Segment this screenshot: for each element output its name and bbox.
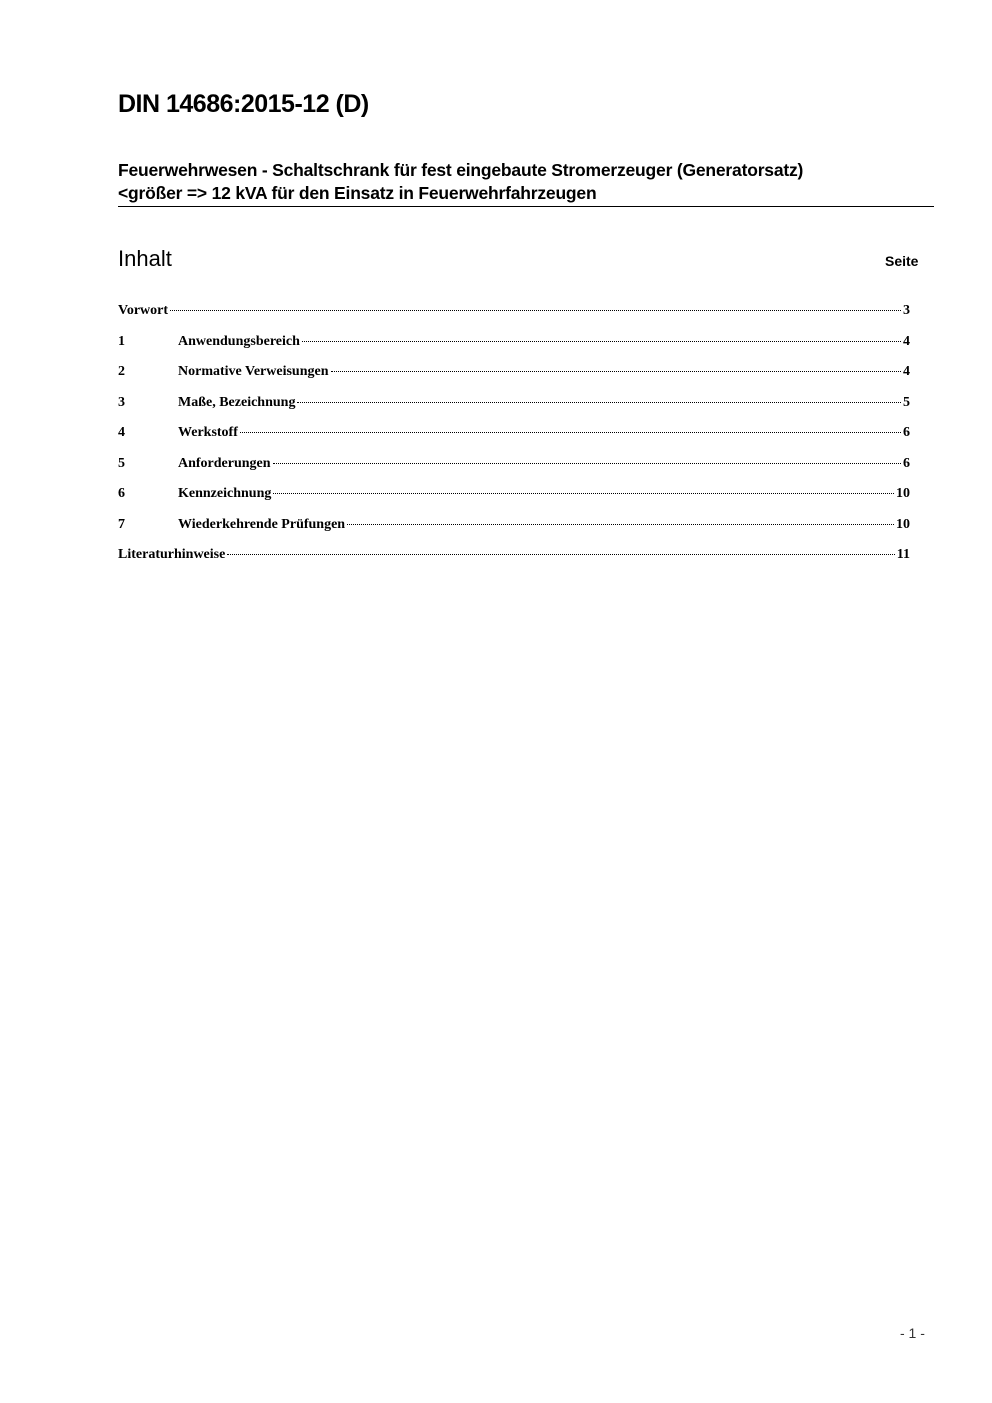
toc-entry-number: 7 xyxy=(118,516,125,532)
toc-entry-page: 11 xyxy=(896,547,910,562)
document-subtitle-line-2: <größer => 12 kVA für den Einsatz in Feuerwehrfahrzeugen xyxy=(118,183,597,203)
toc-entry-title: Werkstoff xyxy=(178,425,238,440)
toc-entry-page: 10 xyxy=(896,486,910,501)
document-subtitle-line-1: Feuerwehrwesen - Schaltschrank für fest eingebaute Stromerzeuger (Generatorsatz) xyxy=(118,160,804,180)
toc-entry[interactable] xyxy=(118,425,910,445)
toc-entry-title: Anwendungsbereich xyxy=(178,333,300,349)
toc-entry[interactable] xyxy=(118,456,910,476)
toc-entry[interactable] xyxy=(118,395,910,415)
toc-leader-dots xyxy=(227,554,894,555)
toc-entry[interactable] xyxy=(118,547,910,567)
toc-entry-page: 5 xyxy=(903,394,910,410)
toc-entry-title: Maße, Bezeichnung xyxy=(178,394,296,410)
toc-leader-dots xyxy=(240,432,901,433)
toc-entry-page: 4 xyxy=(903,333,910,349)
toc-entry-number: 5 xyxy=(118,455,125,471)
toc-leader-dots xyxy=(170,310,901,311)
toc-leader-dots xyxy=(297,402,901,403)
toc-entry[interactable] xyxy=(118,486,910,506)
toc-entry-number: 4 xyxy=(118,425,125,440)
toc-entry-page: 3 xyxy=(903,303,910,318)
toc-page-column-label: Seite xyxy=(885,253,919,269)
toc-entry-title: Wiederkehrende Prüfungen xyxy=(178,516,346,532)
document-title: DIN 14686:2015-12 (D) xyxy=(118,90,369,118)
toc-entry[interactable] xyxy=(118,364,910,384)
toc-leader-dots xyxy=(273,493,894,494)
toc-entry[interactable] xyxy=(118,303,910,323)
toc-entry-number: 6 xyxy=(118,486,125,501)
title-divider xyxy=(118,206,934,207)
toc-entry-number: 2 xyxy=(118,364,125,379)
toc-leader-dots xyxy=(273,463,901,464)
toc-entry-title: Vorwort xyxy=(118,303,169,318)
toc-entry-title: Kennzeichnung xyxy=(178,486,272,501)
toc-entry-title: Normative Verweisungen xyxy=(178,364,329,379)
toc-heading: Inhalt xyxy=(118,246,172,271)
toc-leader-dots xyxy=(347,524,894,525)
toc-leader-dots xyxy=(331,371,902,372)
toc-entry-number: 3 xyxy=(118,394,125,410)
toc-entry-page: 6 xyxy=(903,455,910,471)
toc-leader-dots xyxy=(302,341,901,342)
toc-entry-title: Anforderungen xyxy=(178,455,271,471)
toc-entry-page: 4 xyxy=(903,364,910,379)
page-number: - 1 - xyxy=(900,1325,925,1341)
toc-entry-title: Literaturhinweise xyxy=(118,547,226,562)
toc-entry[interactable] xyxy=(118,334,910,354)
toc-entry-number: 1 xyxy=(118,333,125,349)
toc-entry-page: 6 xyxy=(903,425,910,440)
toc-entry-page: 10 xyxy=(896,516,910,532)
toc-entry[interactable] xyxy=(118,517,910,537)
